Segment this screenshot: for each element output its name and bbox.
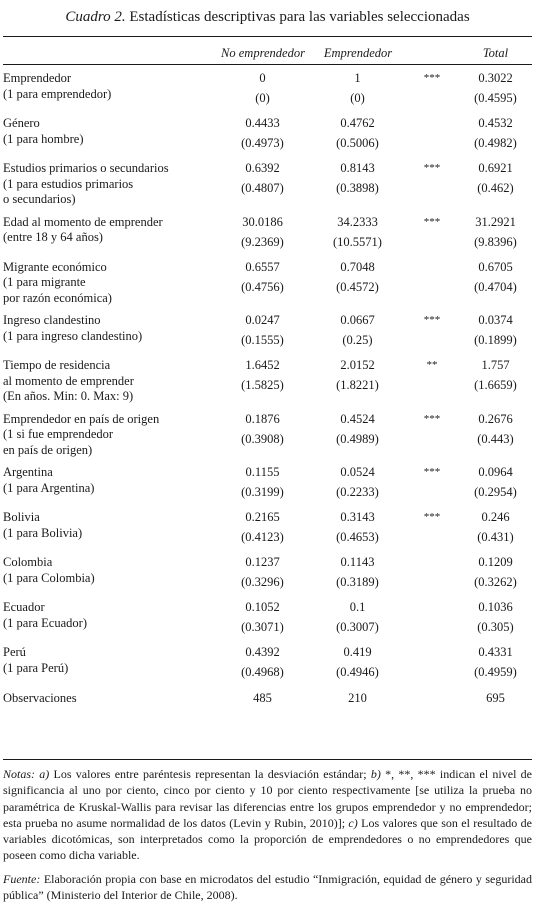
no-emprendedor-cell [215, 355, 310, 409]
mean-value: 0.4762 [340, 116, 375, 130]
variable-label-line: Estudios primarios o secundarios [3, 161, 169, 175]
emprendedor-cell [310, 68, 405, 113]
note-a-label: a) [39, 767, 50, 781]
significance-stars [405, 645, 459, 662]
variable-label [3, 113, 215, 158]
statistics-table-body [3, 68, 532, 708]
variable-label-line: (1 si fue emprendedor [3, 427, 114, 441]
significance-cell [405, 212, 459, 257]
std-dev-value: (0.4572) [336, 279, 379, 294]
std-dev-value: (0.431) [477, 530, 514, 544]
table-row [3, 257, 532, 311]
std-dev-value: (0.4982) [474, 136, 517, 150]
table-row [3, 552, 532, 597]
significance-stars: *** [423, 412, 441, 425]
variable-label-line: (1 para estudios primarios [3, 176, 134, 191]
significance-cell [405, 68, 459, 113]
std-dev-value: (0.305) [477, 620, 514, 634]
mean-value: 0.2676 [478, 411, 513, 426]
table-row [3, 462, 532, 507]
variable-label [3, 409, 215, 463]
no-emprendedor-cell [215, 158, 310, 212]
std-dev-value: (0.2954) [474, 485, 517, 499]
variable-label-line: o secundarios) [3, 192, 76, 206]
variable-label [3, 158, 215, 212]
mean-value: 30.0186 [242, 214, 283, 229]
mean-value: 0.6392 [245, 161, 280, 175]
significance-cell [405, 409, 459, 463]
mean-value: 0.4524 [340, 411, 375, 426]
significance-stars [405, 116, 459, 133]
variable-label [3, 68, 215, 113]
emprendedor-cell [310, 552, 405, 597]
variable-label [3, 507, 215, 552]
mean-value: 0.2165 [245, 510, 280, 524]
mean-value: 0.1209 [478, 555, 513, 569]
significance-cell [405, 507, 459, 552]
std-dev-value: (0.2233) [336, 485, 379, 499]
variable-label-line: (1 para Argentina) [3, 480, 95, 495]
std-dev-value: (0.3007) [336, 620, 379, 634]
mean-value: 0.6921 [478, 161, 513, 175]
note-b-label: b) [370, 767, 381, 781]
emprendedor-cell [310, 409, 405, 463]
observations-row [3, 687, 532, 708]
table-source [3, 871, 532, 904]
no-emprendedor-cell [215, 687, 310, 708]
significance-cell [405, 462, 459, 507]
variable-label-line: Ecuador [3, 600, 45, 614]
variable-label-line: Edad al momento de emprender [3, 214, 163, 229]
std-dev-value: (0) [255, 91, 270, 105]
bottom-rule [3, 759, 532, 760]
total-cell [459, 687, 532, 708]
mean-value: 2.0152 [340, 358, 375, 372]
no-emprendedor-cell [215, 597, 310, 642]
no-emprendedor-cell [215, 212, 310, 257]
variable-label-line: al momento de emprender [3, 373, 134, 388]
std-dev-value: (0.4595) [474, 91, 517, 105]
emprendedor-cell [310, 597, 405, 642]
observations-count: 695 [486, 691, 505, 705]
table-row [3, 507, 532, 552]
std-dev-value: (0.3262) [474, 575, 517, 589]
total-cell [459, 552, 532, 597]
variable-label-line: (1 para emprendedor) [3, 86, 112, 101]
significance-cell [405, 257, 459, 311]
mean-value: 0.0247 [245, 313, 280, 327]
mean-value: 0.246 [481, 510, 510, 524]
table-row [3, 310, 532, 355]
mean-value: 0.8143 [340, 161, 375, 175]
significance-cell [405, 158, 459, 212]
mean-value: 0.0374 [478, 313, 513, 327]
mean-value: 0.3022 [478, 71, 513, 85]
emprendedor-cell [310, 462, 405, 507]
mean-value: 0.4532 [478, 116, 513, 130]
mean-value: 0.0964 [478, 465, 513, 479]
mean-value: 0 [259, 71, 266, 85]
std-dev-value: (0.3908) [241, 431, 284, 446]
std-dev-value: (0.1899) [474, 333, 517, 347]
total-cell [459, 310, 532, 355]
significance-stars: *** [423, 72, 441, 84]
note-a-text: Los valores entre paréntesis representan la desviación estándar; [53, 767, 367, 781]
emprendedor-cell [310, 507, 405, 552]
mean-value: 0.6557 [245, 259, 280, 274]
no-emprendedor-cell [215, 68, 310, 113]
std-dev-value: (0.462) [477, 181, 514, 195]
total-cell [459, 642, 532, 687]
total-cell [459, 68, 532, 113]
std-dev-value: (0.4807) [241, 181, 284, 195]
variable-label-line: Tiempo de residencia [3, 358, 111, 372]
emprendedor-cell [310, 355, 405, 409]
table-row [3, 355, 532, 409]
mean-value: 0.419 [343, 645, 372, 659]
mean-value: 1 [354, 71, 361, 85]
emprendedor-cell [310, 113, 405, 158]
mean-value: 0.1237 [245, 555, 280, 569]
std-dev-value: (0.4653) [336, 530, 379, 544]
variable-label-line: Colombia [3, 555, 53, 569]
variable-label [3, 597, 215, 642]
table-row [3, 409, 532, 463]
mean-value: 0.1052 [245, 600, 280, 614]
variable-label-line: (entre 18 y 64 años) [3, 230, 103, 244]
total-cell [459, 462, 532, 507]
statistics-table [3, 68, 532, 708]
header-emprendedor: Emprendedor [323, 46, 393, 60]
table-title [0, 7, 535, 27]
emprendedor-cell [310, 642, 405, 687]
total-cell [459, 507, 532, 552]
no-emprendedor-cell [215, 409, 310, 463]
table-row [3, 68, 532, 113]
significance-stars: ** [426, 359, 438, 371]
std-dev-value: (1.8221) [336, 378, 379, 392]
total-cell [459, 409, 532, 463]
mean-value: 34.2333 [337, 214, 378, 229]
variable-label-line: Perú [3, 645, 26, 659]
mean-value: 0.1876 [245, 411, 280, 426]
variable-label-line: Emprendedor [3, 71, 72, 85]
std-dev-value: (0.4968) [241, 665, 284, 679]
no-emprendedor-cell [215, 642, 310, 687]
table-row [3, 212, 532, 257]
std-dev-value: (0.3898) [336, 181, 379, 195]
mean-value: 0.1143 [340, 555, 375, 569]
mean-value: 0.6705 [478, 259, 513, 274]
significance-cell [405, 310, 459, 355]
std-dev-value: (0.25) [342, 333, 373, 347]
significance-stars: *** [423, 215, 441, 228]
emprendedor-cell [310, 257, 405, 311]
significance-stars: *** [423, 314, 441, 326]
std-dev-value: (0.4973) [241, 136, 284, 150]
significance-stars: *** [423, 162, 441, 174]
total-cell [459, 158, 532, 212]
variable-label-line: (1 para migrante [3, 275, 86, 289]
no-emprendedor-cell [215, 507, 310, 552]
std-dev-value: (0.4704) [474, 279, 517, 294]
significance-cell [405, 687, 459, 708]
mean-value: 1.757 [481, 358, 510, 372]
notes-label: Notas: [3, 767, 36, 781]
std-dev-value: (0) [350, 91, 365, 105]
variable-label [3, 355, 215, 409]
std-dev-value: (9.2369) [241, 234, 284, 249]
note-c-text: Los valores que son el resultado de variables dicotómicas, son interpretados como la proporción de emprendedores o no emprendedores que poseen como dicha variable. [3, 815, 532, 863]
mean-value: 0.1155 [245, 465, 280, 479]
table-title-text: Estadísticas descriptivas para las variables seleccionadas [129, 9, 470, 25]
header-rule [3, 64, 532, 65]
significance-stars: *** [423, 511, 441, 523]
note-c-label: c) [348, 815, 358, 830]
header-total: Total [482, 46, 509, 60]
mean-value: 31.2921 [475, 214, 516, 229]
no-emprendedor-cell [215, 462, 310, 507]
mean-value: 0.4392 [245, 645, 280, 659]
emprendedor-cell [310, 310, 405, 355]
table-number: Cuadro 2. [65, 9, 126, 25]
std-dev-value: (0.3189) [336, 575, 379, 589]
significance-cell [405, 113, 459, 158]
std-dev-value: (0.3199) [241, 485, 284, 499]
significance-stars [405, 555, 459, 572]
variable-label-line: Bolivia [3, 510, 40, 524]
mean-value: 0.0524 [340, 465, 375, 479]
significance-stars: *** [423, 466, 441, 478]
variable-label [3, 257, 215, 311]
variable-label-line: (En años. Min: 0. Max: 9) [3, 389, 134, 403]
std-dev-value: (0.3296) [241, 575, 284, 589]
variable-label-line: (1 para ingreso clandestino) [3, 328, 143, 343]
variable-label-line: Emprendedor en país de origen [3, 411, 160, 426]
table-row [3, 113, 532, 158]
no-emprendedor-cell [215, 310, 310, 355]
variable-label-line: en país de origen) [3, 442, 93, 457]
emprendedor-cell [310, 158, 405, 212]
significance-cell [405, 642, 459, 687]
table-row [3, 597, 532, 642]
variable-label [3, 552, 215, 597]
mean-value: 0.1 [349, 600, 366, 614]
std-dev-value: (0.4756) [241, 279, 284, 294]
variable-label-line: (1 para Colombia) [3, 570, 95, 585]
no-emprendedor-cell [215, 113, 310, 158]
source-text: Elaboración propia con base en microdatos del estudio “Inmigración, equidad de género y seguridad pública” (Ministerio del Interior de Chile, 2008). [3, 872, 533, 903]
mean-value: 0.0667 [340, 313, 375, 327]
std-dev-value: (1.6659) [474, 378, 517, 392]
note-b-text: *, **, *** indican el nivel de significancia al uno por ciento, cinco por ciento y 10 por ciento respectivamente [se utiliza la prueba no paramétrica de Kruskal-Wallis para revisar las diferencias entre los grupos emprendedor y no emprendedor; esta prueba no asume normalidad de los datos (Levin y Rubin, 2010)]; [3, 767, 532, 830]
std-dev-value: (10.5571) [333, 234, 382, 249]
total-cell [459, 355, 532, 409]
significance-stars [405, 600, 459, 617]
variable-label-line: Género [3, 116, 40, 130]
mean-value: 0.7048 [340, 259, 375, 274]
variable-label [3, 642, 215, 687]
emprendedor-cell [310, 212, 405, 257]
variable-label-line: Argentina [3, 465, 53, 479]
mean-value: 0.1036 [478, 600, 513, 614]
table-row [3, 642, 532, 687]
std-dev-value: (0.3071) [241, 620, 284, 634]
mean-value: 0.4433 [245, 116, 280, 130]
variable-label-line: Migrante económico [3, 259, 107, 274]
total-cell [459, 212, 532, 257]
variable-label-line: por razón económica) [3, 290, 112, 305]
mean-value: 1.6452 [245, 358, 280, 372]
std-dev-value: (0.5006) [336, 136, 379, 150]
variable-label-line: (1 para Ecuador) [3, 615, 87, 630]
mean-value: 0.4331 [478, 645, 513, 659]
no-emprendedor-cell [215, 257, 310, 311]
mean-value: 0.3143 [340, 510, 375, 524]
header-no-emprendedor: No emprendedor [221, 46, 305, 60]
no-emprendedor-cell [215, 552, 310, 597]
observations-label [3, 687, 215, 708]
std-dev-value: (0.4123) [241, 530, 284, 544]
std-dev-value: (9.8396) [474, 234, 517, 249]
std-dev-value: (0.4989) [336, 431, 379, 446]
observations-label-text: Observaciones [3, 691, 77, 705]
table-notes [3, 766, 532, 864]
std-dev-value: (0.4946) [336, 665, 379, 679]
variable-label-line: (1 para Perú) [3, 660, 69, 675]
total-cell [459, 597, 532, 642]
significance-cell [405, 597, 459, 642]
total-cell [459, 257, 532, 311]
emprendedor-cell [310, 687, 405, 708]
source-label: Fuente: [3, 872, 41, 886]
table-row [3, 158, 532, 212]
top-rule [3, 36, 532, 37]
variable-label-line: Ingreso clandestino [3, 313, 101, 327]
std-dev-value: (1.5825) [241, 378, 284, 392]
observations-count: 485 [253, 691, 272, 705]
significance-cell [405, 355, 459, 409]
std-dev-value: (0.443) [477, 431, 514, 446]
variable-label-line: (1 para Bolivia) [3, 525, 83, 540]
significance-stars [405, 260, 459, 277]
total-cell [459, 113, 532, 158]
significance-cell [405, 552, 459, 597]
variable-label [3, 310, 215, 355]
variable-label [3, 212, 215, 257]
variable-label [3, 462, 215, 507]
observations-count: 210 [348, 691, 367, 705]
std-dev-value: (0.4959) [474, 665, 517, 679]
std-dev-value: (0.1555) [241, 333, 284, 347]
variable-label-line: (1 para hombre) [3, 131, 84, 146]
